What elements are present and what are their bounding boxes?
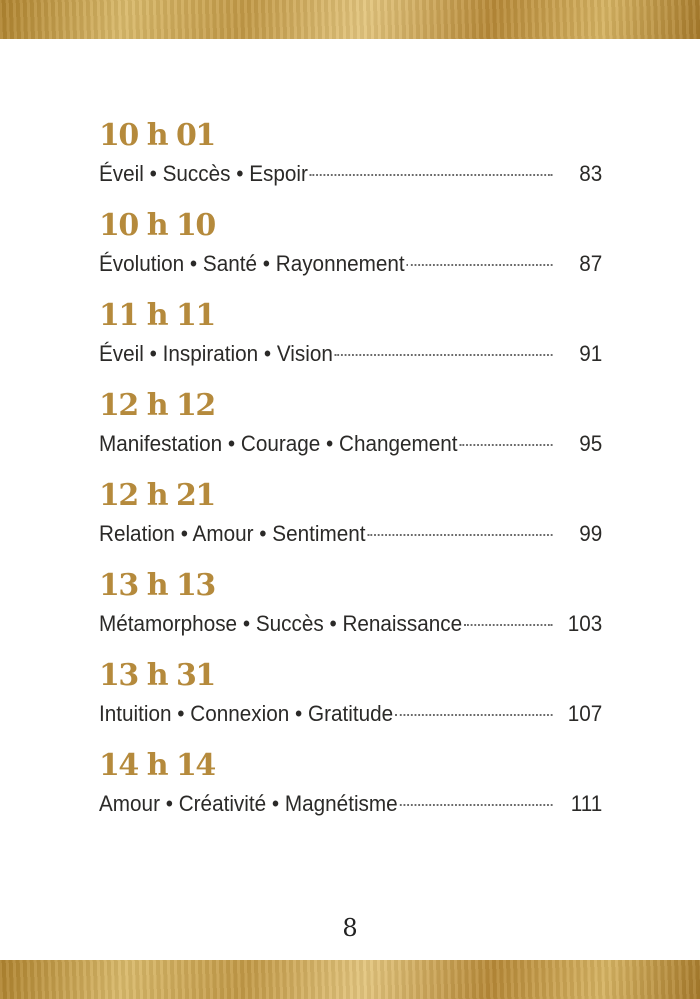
dot-leader (459, 444, 552, 446)
toc-entry-keywords: Métamorphose • Succès • Renaissance (99, 611, 463, 636)
toc-entry-time: 11 h 11 (99, 298, 215, 333)
table-of-contents (99, 115, 602, 835)
dot-leader (335, 354, 553, 356)
toc-entry-keywords: Manifestation • Courage • Changement (99, 431, 458, 456)
toc-entry-time: 13 h 31 (99, 658, 215, 693)
toc-entry-page: 111 (570, 791, 603, 816)
toc-entry-time: 13 h 13 (99, 568, 215, 603)
toc-entry[interactable] (99, 475, 602, 565)
toc-entry[interactable] (99, 745, 602, 835)
dot-leader (406, 264, 552, 266)
page-number: 8 (342, 914, 358, 942)
toc-entry[interactable] (99, 565, 602, 655)
toc-entry-keywords: Évolution • Santé • Rayonnement (99, 251, 405, 276)
toc-entry-line (99, 699, 602, 729)
toc-entry[interactable] (99, 205, 602, 295)
dot-leader (367, 534, 552, 536)
toc-entry-line (99, 429, 602, 459)
toc-entry-keywords: Intuition • Connexion • Gratitude (99, 701, 394, 726)
toc-entry-line (99, 339, 602, 369)
toc-entry-page: 95 (579, 431, 603, 456)
toc-entry[interactable] (99, 385, 602, 475)
toc-entry-line (99, 609, 602, 639)
gold-border-top (0, 0, 700, 39)
toc-entry[interactable] (99, 655, 602, 745)
toc-entry-time: 12 h 12 (99, 388, 215, 423)
toc-entry-line (99, 159, 602, 189)
toc-entry-keywords: Éveil • Inspiration • Vision (99, 341, 333, 366)
dot-leader (399, 804, 552, 806)
toc-entry-time: 14 h 14 (99, 748, 215, 783)
toc-entry-page: 99 (579, 521, 603, 546)
toc-entry-page: 103 (567, 611, 603, 636)
toc-entry-page: 91 (579, 341, 603, 366)
toc-entry-time: 12 h 21 (99, 478, 215, 513)
toc-entry-keywords: Éveil • Succès • Espoir (99, 161, 308, 186)
toc-entry-line (99, 519, 602, 549)
toc-entry-keywords: Amour • Créativité • Magnétisme (99, 791, 398, 816)
toc-entry-line (99, 249, 602, 279)
dot-leader (395, 714, 553, 716)
toc-entry-time: 10 h 10 (99, 208, 215, 243)
toc-entry-line (99, 789, 602, 819)
toc-entry-time: 10 h 01 (99, 118, 215, 153)
toc-entry-page: 87 (579, 251, 603, 276)
toc-entry-keywords: Relation • Amour • Sentiment (99, 521, 366, 546)
toc-entry-page: 83 (579, 161, 603, 186)
gold-border-bottom (0, 960, 700, 999)
toc-entry[interactable] (99, 115, 602, 205)
toc-entry-page: 107 (567, 701, 603, 726)
dot-leader (464, 624, 553, 626)
dot-leader (310, 174, 553, 176)
toc-entry[interactable] (99, 295, 602, 385)
